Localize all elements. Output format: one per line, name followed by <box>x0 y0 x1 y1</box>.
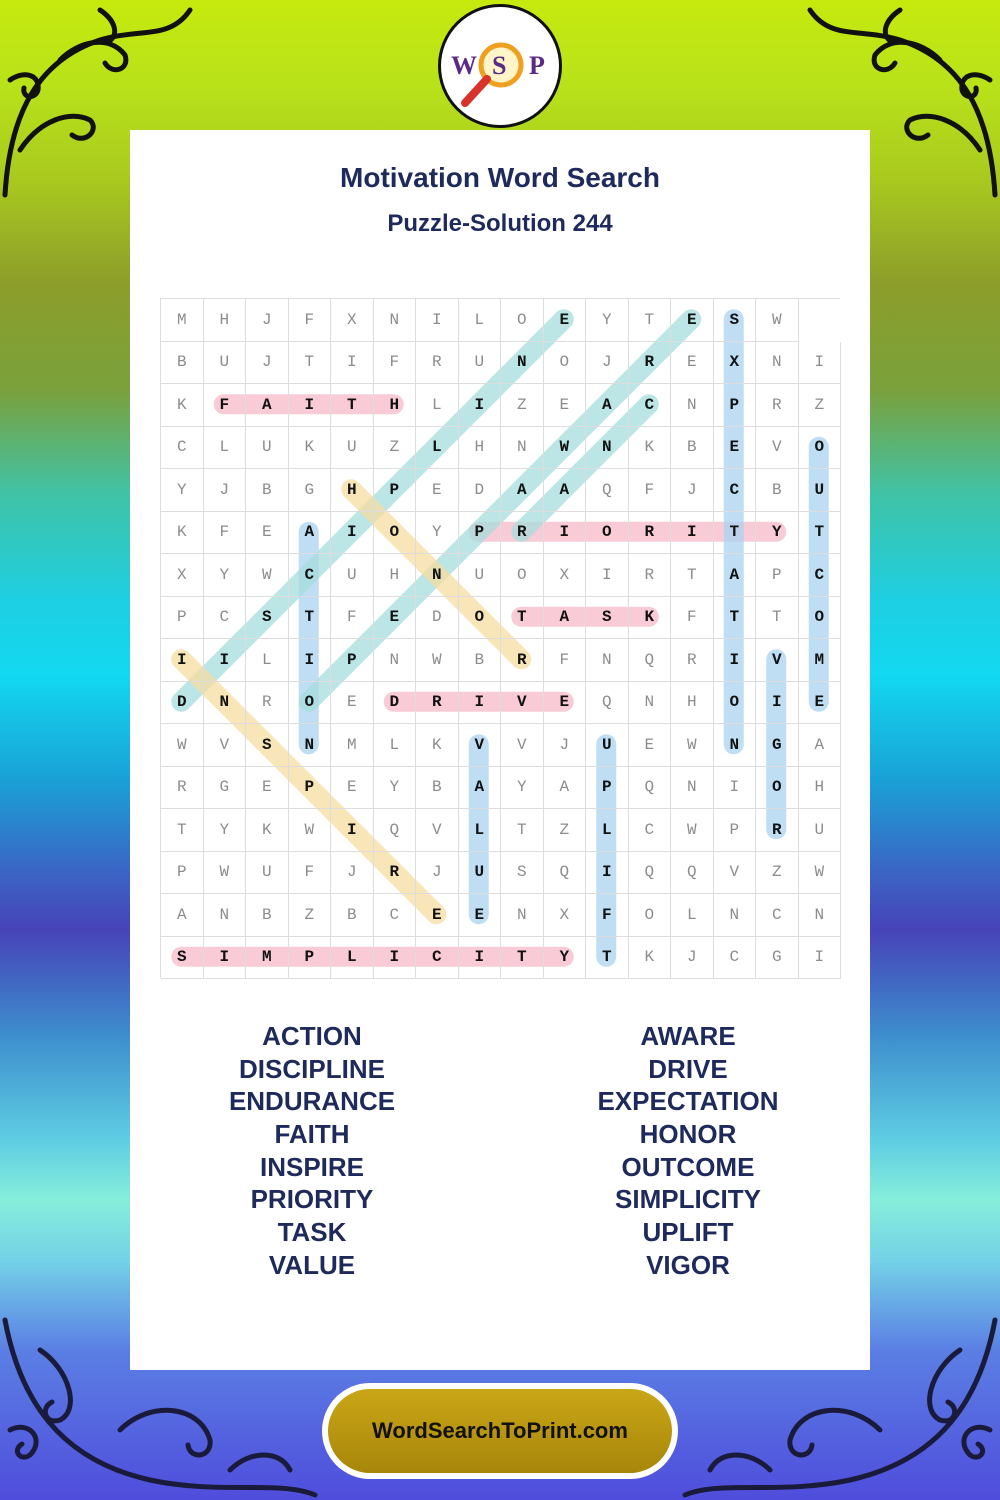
grid-cell: O <box>501 299 544 342</box>
grid-cell: P <box>459 512 502 555</box>
grid-cell: R <box>161 767 204 810</box>
grid-cell: U <box>459 342 502 385</box>
grid-cell: Y <box>544 937 587 980</box>
logo-letter-p: P <box>529 51 545 80</box>
grid-cell: Z <box>501 384 544 427</box>
grid-cell: T <box>714 597 757 640</box>
grid-cell: A <box>714 554 757 597</box>
grid-cell: L <box>459 809 502 852</box>
grid-cell: S <box>246 724 289 767</box>
word-list-right <box>498 1020 878 1282</box>
grid-cell: A <box>246 384 289 427</box>
grid-cell: J <box>246 342 289 385</box>
grid-cell: M <box>161 299 204 342</box>
grid-cell: T <box>756 597 799 640</box>
grid-cell: P <box>161 597 204 640</box>
grid-cell: W <box>544 427 587 470</box>
grid-cell: M <box>799 639 842 682</box>
grid-cell: R <box>416 682 459 725</box>
grid-cell: F <box>586 894 629 937</box>
site-logo[interactable] <box>438 4 562 128</box>
grid-cell: U <box>246 427 289 470</box>
grid-cell: Y <box>586 299 629 342</box>
grid-cell: R <box>756 809 799 852</box>
grid-cell: H <box>374 554 417 597</box>
page-title: Motivation Word Search <box>340 162 660 193</box>
grid-cell: I <box>374 937 417 980</box>
grid-cell: N <box>416 554 459 597</box>
grid-cell: P <box>714 809 757 852</box>
grid-cell: C <box>161 427 204 470</box>
grid-cell: I <box>331 512 374 555</box>
grid-cell: W <box>671 809 714 852</box>
grid-cell: T <box>586 937 629 980</box>
grid-cell: V <box>501 682 544 725</box>
word-list-item: HONOR <box>639 1119 737 1150</box>
grid-cell: N <box>586 427 629 470</box>
word-list-item: PRIORITY <box>250 1184 374 1215</box>
grid-cell: W <box>246 554 289 597</box>
grid-cell: J <box>671 937 714 980</box>
grid-cell: S <box>501 852 544 895</box>
grid-cell: N <box>374 299 417 342</box>
grid-cell: B <box>246 469 289 512</box>
word-list-item: DRIVE <box>648 1053 728 1084</box>
grid-cell: C <box>629 384 672 427</box>
grid-cell: Y <box>416 512 459 555</box>
grid-cell: U <box>459 852 502 895</box>
grid-cell: E <box>714 427 757 470</box>
grid-cell: R <box>629 554 672 597</box>
grid-cell: E <box>799 682 842 725</box>
grid-cell: K <box>629 937 672 980</box>
grid-cell: R <box>629 512 672 555</box>
grid-cell: P <box>161 852 204 895</box>
word-list-left <box>122 1020 502 1282</box>
grid-cell: E <box>544 682 587 725</box>
grid-cell: X <box>714 342 757 385</box>
grid-cell: E <box>331 767 374 810</box>
grid-cell: C <box>714 469 757 512</box>
grid-cell: C <box>416 937 459 980</box>
grid-cell: R <box>246 682 289 725</box>
grid-cell: L <box>374 724 417 767</box>
grid-cell: Y <box>204 554 247 597</box>
grid-cell: V <box>459 724 502 767</box>
grid-cell: L <box>416 427 459 470</box>
grid-cell: Q <box>629 852 672 895</box>
grid-cell: I <box>586 852 629 895</box>
grid-cell: W <box>671 724 714 767</box>
grid-cell: H <box>331 469 374 512</box>
grid-cell: I <box>331 809 374 852</box>
word-list-item: TASK <box>277 1217 347 1248</box>
grid-cell: O <box>586 512 629 555</box>
grid-cell: C <box>629 809 672 852</box>
grid-cell: U <box>799 469 842 512</box>
grid-cell: C <box>756 894 799 937</box>
grid-cell: I <box>459 384 502 427</box>
grid-cell: I <box>799 342 842 385</box>
grid-cell: X <box>544 554 587 597</box>
grid-cell: N <box>586 639 629 682</box>
grid-cell: W <box>756 299 799 342</box>
grid-cell: E <box>416 469 459 512</box>
grid-cell: I <box>671 512 714 555</box>
grid-cell: U <box>459 554 502 597</box>
grid-cell: K <box>629 597 672 640</box>
grid-cell: R <box>374 852 417 895</box>
grid-cell: J <box>204 469 247 512</box>
grid-cell: H <box>799 767 842 810</box>
grid-cell: F <box>544 639 587 682</box>
grid-cell: N <box>629 682 672 725</box>
grid-cell: N <box>714 724 757 767</box>
grid-cell: O <box>629 894 672 937</box>
grid-cell: J <box>671 469 714 512</box>
grid-cell: A <box>544 597 587 640</box>
grid-cell: I <box>714 767 757 810</box>
grid-cell: B <box>756 469 799 512</box>
grid-cell: D <box>161 682 204 725</box>
grid-cell: E <box>671 342 714 385</box>
grid-cell: X <box>161 554 204 597</box>
grid-cell: Z <box>374 427 417 470</box>
word-search-grid <box>160 298 840 978</box>
grid-cell: O <box>459 597 502 640</box>
grid-cell: N <box>671 384 714 427</box>
grid-cell: A <box>161 894 204 937</box>
logo-letter-s: S <box>492 51 507 80</box>
grid-cell: Y <box>374 767 417 810</box>
grid-cell: Z <box>289 894 332 937</box>
grid-cell: A <box>586 384 629 427</box>
grid-cell: L <box>204 427 247 470</box>
grid-cell: M <box>331 724 374 767</box>
grid-cell: E <box>459 894 502 937</box>
grid-cell: J <box>246 299 289 342</box>
website-button[interactable] <box>322 1383 678 1479</box>
grid-cell: C <box>289 554 332 597</box>
grid-cell: T <box>501 937 544 980</box>
grid-cell: L <box>586 809 629 852</box>
grid-cell: H <box>459 427 502 470</box>
grid-cell: P <box>714 384 757 427</box>
grid-cell: T <box>799 512 842 555</box>
grid-cell: Y <box>161 469 204 512</box>
grid-cell: L <box>459 299 502 342</box>
grid-cell: U <box>204 342 247 385</box>
grid-cell: V <box>204 724 247 767</box>
word-list-item: DISCIPLINE <box>239 1053 385 1084</box>
word-list-item: FAITH <box>274 1119 350 1150</box>
grid-cell: T <box>289 342 332 385</box>
grid-cell: K <box>161 384 204 427</box>
grid-cell: I <box>459 937 502 980</box>
grid-cell: A <box>799 724 842 767</box>
grid-cell: I <box>204 937 247 980</box>
grid-cell: F <box>671 597 714 640</box>
grid-cell: I <box>289 384 332 427</box>
grid-cell: T <box>714 512 757 555</box>
grid-cell: E <box>331 682 374 725</box>
grid-cell: F <box>289 299 332 342</box>
grid-cell: I <box>459 682 502 725</box>
grid-cell: S <box>161 937 204 980</box>
word-list-item: SIMPLICITY <box>615 1184 761 1215</box>
grid-cell: Q <box>586 469 629 512</box>
grid-cell: T <box>501 809 544 852</box>
grid-cell: I <box>289 639 332 682</box>
grid-cell: I <box>544 512 587 555</box>
grid-cell: J <box>586 342 629 385</box>
grid-cell: H <box>374 384 417 427</box>
grid-cell: U <box>331 427 374 470</box>
grid-cell: V <box>714 852 757 895</box>
website-label: WordSearchToPrint.com <box>328 1389 672 1473</box>
grid-cell: C <box>204 597 247 640</box>
grid-cell: K <box>246 809 289 852</box>
grid-cell: W <box>289 809 332 852</box>
grid-cell: T <box>331 384 374 427</box>
grid-cell: P <box>586 767 629 810</box>
word-list-item: EXPECTATION <box>597 1086 779 1117</box>
grid-cell: Y <box>501 767 544 810</box>
grid-cell: O <box>799 597 842 640</box>
word-list-item: INSPIRE <box>259 1151 365 1182</box>
grid-cell: N <box>374 639 417 682</box>
grid-cell: L <box>246 639 289 682</box>
grid-cell: M <box>246 937 289 980</box>
grid-cell: R <box>671 639 714 682</box>
grid-cell: Q <box>671 852 714 895</box>
grid-cell: A <box>501 469 544 512</box>
grid-cell: N <box>204 682 247 725</box>
grid-cell: S <box>714 299 757 342</box>
grid-cell: C <box>799 554 842 597</box>
page-subtitle: Puzzle-Solution 244 <box>387 210 613 237</box>
grid-cell: E <box>671 299 714 342</box>
grid-cell: G <box>204 767 247 810</box>
grid-cell: I <box>161 639 204 682</box>
grid-cell: P <box>374 469 417 512</box>
word-list-item: OUTCOME <box>621 1151 755 1182</box>
grid-cell: G <box>289 469 332 512</box>
grid-cell: G <box>756 937 799 980</box>
grid-cell: H <box>671 682 714 725</box>
grid-cell: V <box>501 724 544 767</box>
grid-cell: A <box>459 767 502 810</box>
grid-cell: R <box>416 342 459 385</box>
grid-cell: O <box>501 554 544 597</box>
grid-cell: R <box>501 639 544 682</box>
grid-cell: Z <box>756 852 799 895</box>
grid-cell: I <box>586 554 629 597</box>
grid-cell: Q <box>629 639 672 682</box>
grid-cell: L <box>671 894 714 937</box>
grid-cell: P <box>289 767 332 810</box>
grid-cell: F <box>374 342 417 385</box>
grid-cell: N <box>289 724 332 767</box>
grid-cell: B <box>459 639 502 682</box>
grid-cell: E <box>629 724 672 767</box>
grid-cell: I <box>331 342 374 385</box>
grid-cell: P <box>756 554 799 597</box>
grid-cell: E <box>416 894 459 937</box>
word-list-item: VALUE <box>268 1249 356 1280</box>
grid-cell: V <box>416 809 459 852</box>
grid-cell: I <box>756 682 799 725</box>
grid-cell: Z <box>799 384 842 427</box>
grid-cell: I <box>799 937 842 980</box>
grid-cell: N <box>714 894 757 937</box>
grid-cell: U <box>799 809 842 852</box>
grid-cell: S <box>246 597 289 640</box>
grid-cell: N <box>799 894 842 937</box>
grid-cell: N <box>501 342 544 385</box>
grid-cell: T <box>629 299 672 342</box>
grid-cell: X <box>544 894 587 937</box>
grid-cell: R <box>756 384 799 427</box>
grid-cell: C <box>374 894 417 937</box>
grid-cell: J <box>331 852 374 895</box>
grid-cell: E <box>246 767 289 810</box>
grid-cell: F <box>204 512 247 555</box>
grid-cell: T <box>671 554 714 597</box>
grid-cell: S <box>586 597 629 640</box>
grid-cell: Y <box>756 512 799 555</box>
grid-cell: F <box>204 384 247 427</box>
grid-cell: A <box>289 512 332 555</box>
grid-cell: C <box>714 937 757 980</box>
grid-cell: I <box>416 299 459 342</box>
grid-cell: D <box>416 597 459 640</box>
grid-cell: D <box>459 469 502 512</box>
word-list-item: VIGOR <box>646 1249 730 1280</box>
grid-cell: E <box>374 597 417 640</box>
grid-cell: W <box>204 852 247 895</box>
grid-cell: P <box>289 937 332 980</box>
grid-cell: B <box>246 894 289 937</box>
grid-cell: O <box>289 682 332 725</box>
grid-cell: U <box>331 554 374 597</box>
grid-cell: J <box>544 724 587 767</box>
grid-cell: N <box>501 427 544 470</box>
grid-cell: A <box>544 767 587 810</box>
grid-cell: V <box>756 427 799 470</box>
grid-cell: K <box>416 724 459 767</box>
grid-cell: R <box>629 342 672 385</box>
grid-cell: I <box>204 639 247 682</box>
grid-cell: F <box>629 469 672 512</box>
grid-cell: J <box>416 852 459 895</box>
grid-cell: F <box>289 852 332 895</box>
grid-cell: Z <box>544 809 587 852</box>
grid-cell: Q <box>544 852 587 895</box>
grid-cell: N <box>501 894 544 937</box>
word-list-item: ACTION <box>262 1021 362 1051</box>
grid-cell: O <box>799 427 842 470</box>
grid-cell: D <box>374 682 417 725</box>
grid-cell: F <box>331 597 374 640</box>
grid-cell: T <box>161 809 204 852</box>
grid-cell: W <box>161 724 204 767</box>
grid-cell: L <box>416 384 459 427</box>
grid-cell: N <box>671 767 714 810</box>
grid-cell: E <box>544 299 587 342</box>
grid-cell: Q <box>374 809 417 852</box>
grid-cell: B <box>161 342 204 385</box>
grid-cell: G <box>756 724 799 767</box>
grid-cell: H <box>204 299 247 342</box>
grid-cell: K <box>161 512 204 555</box>
grid-cell: B <box>671 427 714 470</box>
grid-cell: B <box>331 894 374 937</box>
grid-cell: T <box>289 597 332 640</box>
grid-cell: X <box>331 299 374 342</box>
grid-cell: O <box>714 682 757 725</box>
grid-cell: W <box>799 852 842 895</box>
grid-cell: Q <box>586 682 629 725</box>
grid-cell: A <box>544 469 587 512</box>
word-list-item: UPLIFT <box>642 1217 734 1248</box>
word-list-item: AWARE <box>640 1021 736 1051</box>
grid-cell: N <box>204 894 247 937</box>
grid-cell: W <box>416 639 459 682</box>
grid-cell: V <box>756 639 799 682</box>
grid-cell: Q <box>629 767 672 810</box>
grid-cell: E <box>246 512 289 555</box>
word-list-item: ENDURANCE <box>228 1086 396 1117</box>
grid-cell: P <box>331 639 374 682</box>
grid-cell: K <box>629 427 672 470</box>
grid-cell: I <box>714 639 757 682</box>
grid-cell: O <box>374 512 417 555</box>
grid-cell: E <box>544 384 587 427</box>
grid-cell: K <box>289 427 332 470</box>
grid-cell: T <box>501 597 544 640</box>
grid-cell: R <box>501 512 544 555</box>
grid-cell: U <box>586 724 629 767</box>
logo-letter-w: W <box>451 51 477 80</box>
grid-cell: O <box>544 342 587 385</box>
grid-cell: N <box>756 342 799 385</box>
grid-cell: L <box>331 937 374 980</box>
grid-cell: O <box>756 767 799 810</box>
grid-cell: U <box>246 852 289 895</box>
grid-cell: B <box>416 767 459 810</box>
grid-cell: Y <box>204 809 247 852</box>
